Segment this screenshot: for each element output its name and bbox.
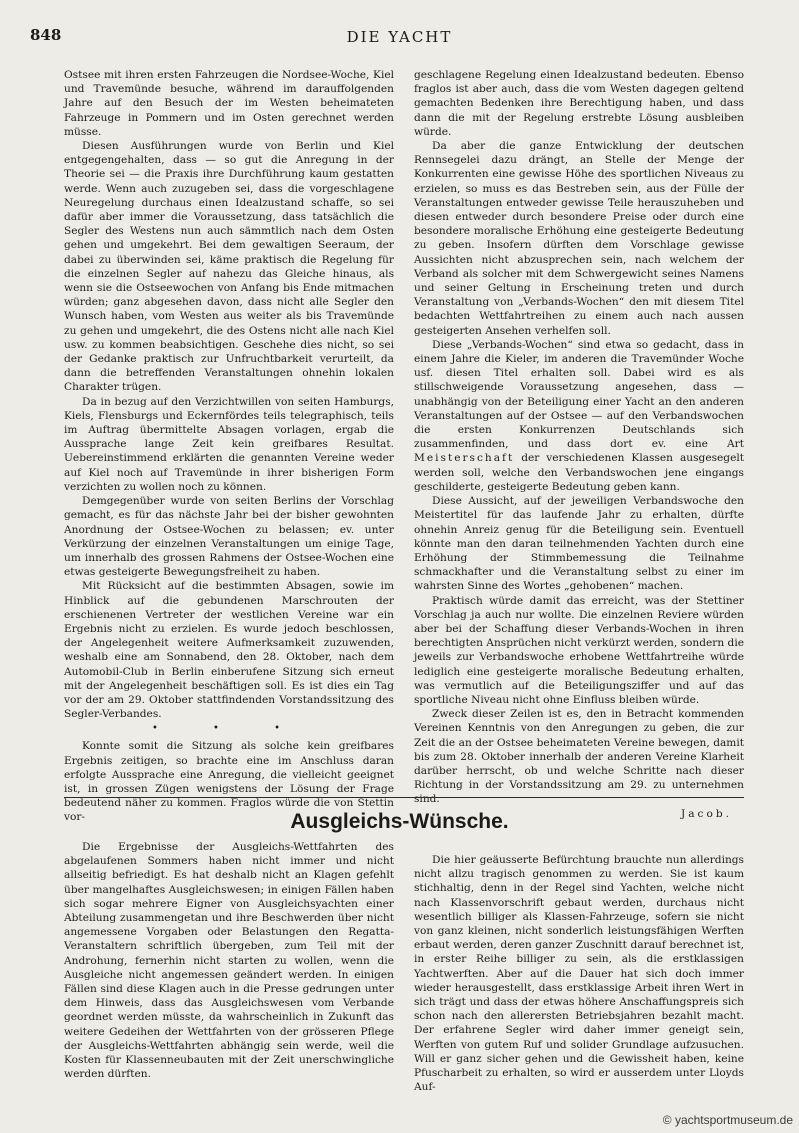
running-title: DIE YACHT xyxy=(346,28,453,46)
article2-right-column xyxy=(414,853,744,1108)
paragraph: Die Ergebnisse der Ausgleichs-Wettfahrten des abgelaufenen Sommers haben nicht immer und nicht allseitig befriedigt. Es hat deshalb nicht an Klagen gefehlt über mangelhaftes Ausgleichswesen; in einigen Fällen haben sich sogar mehrere Eigner von Ausgleichsyachten einer Abteilung zusammengetan und ihre Beschwerden über nicht angemessene Vorgaben oder Belastungen den Regatta-Veranstaltern schriftlich übergeben, zum Teil mit der Androhung, fernerhin nicht starten zu wollen, wenn die Ausgleiche nicht angemessen geändert werden. In einigen Fällen sind diese Klagen auch in die Presse gedrungen unter dem Hinweis, dass das Ausgleichswesen vom Verbande geordnet werden müsste, da wahrscheinlich in Zukunft das weitere Gedeihen der Wettfahrten von der grösseren Pflege der Ausgleichs-Wettfahrten abhängig sein werde, weil die Kosten für Klassenneubauten mit der Zeit unerschwingliche werden dürften. xyxy=(64,841,394,1081)
paragraph xyxy=(414,338,744,494)
paragraph: geschlagene Regelung einen Idealzustand bedeuten. Ebenso fraglos ist aber auch, dass die vom Westen dagegen geltend gemachten Bedenken ihre Berechtigung haben, und dass dann die mit der Regelung erstrebte Lösung ausbleiben würde. xyxy=(414,69,744,138)
meisterschaft-emphasis: Meisterschaft xyxy=(414,452,515,465)
paragraph: Diesen Ausführungen wurde von Berlin und Kiel entgegengehalten, dass — so gut die Anregung in der Theorie sei — die Praxis ihre Durchführung kaum gestatten werde. Wenn auch zuzugeben sei, dass die vorgeschlagene Neuregelung durchaus einen Idealzustand schaffe, so sei dafür aber immer die Voraussetzung, dass tatsächlich die Segler des Westens nun auch sämmtlich nach dem Osten gehen und umgekehrt. Bei dem gewaltigen Seeraum, der dabei zu überwinden sei, käme praktisch die Regelung für die einzelnen Segler auf nahezu das Gleiche hinaus, als wenn sie die Ostseewochen von Anfang bis Ende mitmachen würden; ganz abgesehen davon, dass nicht alle Segler den Wunsch haben, vom Westen aus weiter als bis Travemünde zu gehen und umgekehrt, die des Ostens nicht alle nach Kiel usw. zu kommen beabsichtigen. Geschehe dies nicht, so sei der Gedanke praktisch zur Unfruchtbarkeit verurteilt, da dann die betreffenden Veranstaltungen ohnehin lokalen Charakter trügen. xyxy=(64,140,394,394)
paragraph: Da aber die ganze Entwicklung der deutschen Rennsegelei dazu drängt, an Stelle der Menge der Konkurrenten eine gewisse Höhe des sportlichen Niveaus zu erzielen, so muss es das Bestreben sein, aus der Fülle der Veranstaltungen entweder gewisse Teile herauszuheben und diesen entweder durch besondere Preise oder durch eine besondere moralische Erhöhung eine gesteigerte Bedeutung zu geben. Insofern dürften dem Vorschlage gewisse Aussichten nicht abzusprechen sein, nach welchem der Verband als solcher mit dem Schwergewicht seines Namens und seiner Geltung in Erscheinung treten und durch Veranstaltung von „Verbands-Wochen“ den mit diesem Titel bedachten Wettfahrtreihen zu einem auch nach aussen gesteigerten Ansehen verhelfen soll. xyxy=(414,140,744,337)
article1-left-column xyxy=(64,68,394,824)
paragraph: Die hier geäusserte Befürchtung brauchte nun allerdings nicht allzu tragisch genommen zu werden. Sie ist kaum stichhaltig, denn in der Regel sind Yachten, welche nicht nach Klassenvorschrift gebaut werden, durchaus nicht wesentlich billiger als Klassen-Fahrzeuge, sofern sie nicht von ganz kleinen, nicht sonderlich leistungsfähigen Werften erbaut werden, deren ganzer Zuschnitt darauf berechnet ist, in erster Reihe billiger zu sein, als die erstklassigen Yachtwerften. Aber auf die Dauer hat sich doch immer wieder herausgestellt, dass erstklassige Arbeit ihren Wert in sich trägt und dass der etwas höhere Anschaffungspreis sich schon nach den allerersten Betriebsjahren bezahlt macht. Der erfahrene Segler wird daher immer geneigt sein, Werften von gutem Ruf und solider Grundlage aufzusuchen. Will er ganz sicher gehen und die Gewissheit haben, keine Pfuscharbeit zu erhalten, so wird er ausserdem unter Lloyds Auf- xyxy=(414,854,744,1094)
article-title: Ausgleichs-Wünsche. xyxy=(290,810,509,833)
author-signature: Jacob. xyxy=(680,807,732,820)
article1-right-column xyxy=(414,68,744,820)
paragraph: Zweck dieser Zeilen ist es, den in Betracht kommenden Vereinen Kenntnis von den Anregungen zu geben, die zur Zeit die an der Ostsee beheimateten Vereine bewegen, damit bis zum 28. Oktober innerhalb der anderen Vereine Klarheit darüber herrscht, ob und welche Schritte nach dieser Richtung in der Vorstandssitzung am 29. zu unternehmen sind. xyxy=(414,708,744,806)
paragraph: Diese Aussicht, auf der jeweiligen Verbandswoche den Meistertitel für das laufende Jahr zu erhalten, dürfte ohnehin Anreiz genug für die Beteiligung sein. Eventuell könnte man den daran teilnehmenden Yachten durch eine Erhöhung der Stimmbemessung die Teilnahme schmackhafter und die Veranstaltung selbst zu einer im wahrsten Sinne des Wortes „gehobenen“ machen. xyxy=(414,495,744,593)
paragraph-text: Diese „Verbands-Wochen“ sind etwa so gedacht, dass in einem Jahre die Kieler, im anderen die Travemünder Woche usf. diesen Titel erhalten soll. Dabei wird es als stillschweigende Voraussetzung angesehen, dass — unabhängig von der Beteiligung einer Yacht an den anderen Veranstaltungen auf der Ostsee — auf den Verbandswochen die ersten Konkurrenzen Deutschlands sich zusammenfinden, und dass dort ev. eine Art xyxy=(414,338,744,451)
paragraph: Ostsee mit ihren ersten Fahrzeugen die Nordsee-Woche, Kiel und Travemünde besuche, während im darauffolgenden Jahre auf den Besuch der im Westen beheimateten Fahrzeuge in Pommern und im Osten gerechnet werden müsse. xyxy=(64,69,394,138)
paragraph-text: der verschiedenen Klassen ausgesegelt werden soll, welche den Verbandswochen jene eingangs geschilderte, gesteigerte Bedeutung geben kann. xyxy=(414,452,744,493)
section-ornament: • • • xyxy=(151,723,307,735)
paragraph: Konnte somit die Sitzung als solche kein greifbares Ergebnis zeitigen, so brachte eine im Anschluss daran erfolgte Aussprache eine Anregung, die vielleicht geeignet ist, in grossen Zügen wenigstens der Lösung der Frage bedeutend näher zu kommen. Fraglos würde die von Stettin vor- xyxy=(64,740,394,824)
watermark: © yachtsportmuseum.de xyxy=(662,1113,793,1127)
article2-left-column xyxy=(64,840,394,1105)
paragraph: Mit Rücksicht auf die bestimmten Absagen, sowie im Hinblick auf die gebundenen Marschrouten der erschienenen Vertreter der westlichen Vereine war ein Ergebnis nicht zu erzielen. Es wurde jedoch beschlossen, der Angelegenheit weitere Aufmerksamkeit zuzuwenden, weshalb eine am Sonnabend, den 28. Oktober, nach dem Automobil-Club in Berlin einberufene Sitzung sich erneut mit der Angelegenheit beschäftigen soll. Es ist dies ein Tag vor der am 29. Oktober stattfindenden Vorstandssitzung des Segler-Verbandes. xyxy=(64,580,394,721)
section-divider xyxy=(64,797,744,798)
paragraph: Demgegenüber wurde von seiten Berlins der Vorschlag gemacht, es für das nächste Jahr bei der bisher gewohnten Anordnung der Ostsee-Wochen zu belassen; ev. unter Verkürzung der einzelnen Veranstaltungen um einige Tage, um innerhalb des grossen Rahmens der Ostsee-Wochen eine etwas gesteigerte Bewegungsfreiheit zu haben. xyxy=(64,495,394,579)
page-number: 848 xyxy=(30,26,62,44)
paragraph: Da in bezug auf den Verzichtwillen von seiten Hamburgs, Kiels, Flensburgs und Eckernfördes teils telegraphisch, teils im Auftrag übermittelte Absagen vorlagen, ergab die Aussprache lange Zeit kein greifbares Resultat. Uebereinstimmend erklärten die genannten Vereine weder auf Kiel noch auf Travemünde in ihrer bisherigen Form verzichten zu wollen noch zu können. xyxy=(64,395,394,493)
paragraph: Praktisch würde damit das erreicht, was der Stettiner Vorschlag ja auch nur wollte. Die einzelnen Reviere würden aber bei der Schaffung dieser Verbands-Wochen in ihren berechtigten Ansprüchen nicht verkürzt werden, sondern die jeweils zur Verbandswoche erhobene Wettfahrtreihe würde lediglich eine gesteigerte moralische Bedeutung erhalten, was vermutlich auf die Beteiligungsziffer und auf das sportliche Niveau nicht ohne Einfluss bleiben würde. xyxy=(414,594,744,706)
